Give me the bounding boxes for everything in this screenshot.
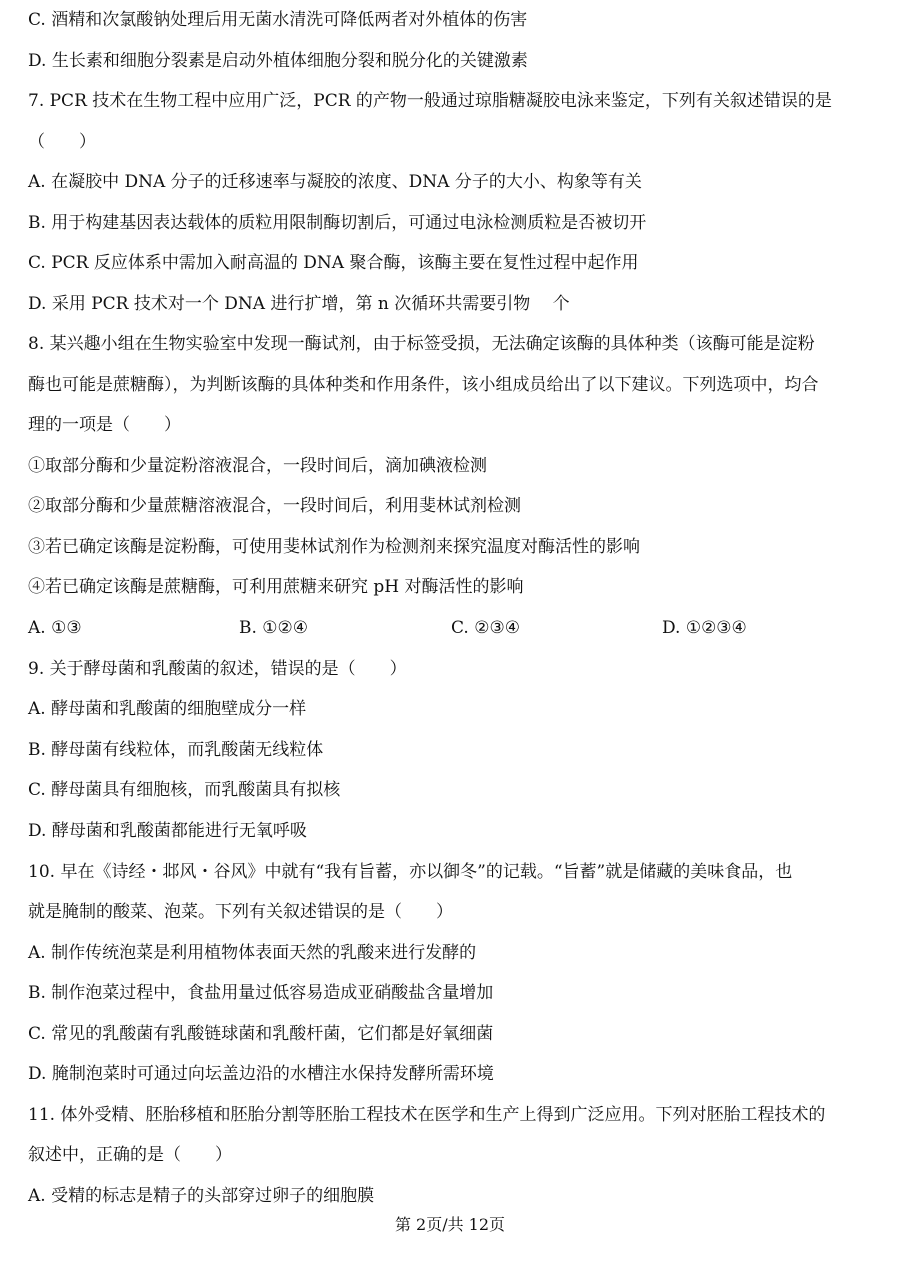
q9-option-a: A. 酵母菌和乳酸菌的细胞壁成分一样 xyxy=(28,699,307,719)
q8-option-d: D. ①②③④ xyxy=(662,618,747,638)
q9-option-d: D. 酵母菌和乳酸菌都能进行无氧呼吸 xyxy=(28,821,307,841)
q11-stem-line2: 叙述中，正确的是（ ） xyxy=(28,1145,232,1165)
q8-item-1: ①取部分酶和少量淀粉溶液混合，一段时间后，滴加碘液检测 xyxy=(28,456,487,476)
q6-option-c: C. 酒精和次氯酸钠处理后用无菌水清洗可降低两者对外植体的伤害 xyxy=(28,10,528,30)
q7-option-c: C. PCR 反应体系中需加入耐高温的 DNA 聚合酶，该酶主要在复性过程中起作用 xyxy=(28,253,639,273)
q10-option-a: A. 制作传统泡菜是利用植物体表面天然的乳酸来进行发酵的 xyxy=(28,943,477,963)
q9-option-b: B. 酵母菌有线粒体，而乳酸菌无线粒体 xyxy=(28,740,324,760)
q7-stem: 7. PCR 技术在生物工程中应用广泛，PCR 的产物一般通过琼脂糖凝胶电泳来鉴定，下列有关叙述错误的是 xyxy=(28,91,832,111)
q9-option-c: C. 酵母菌具有细胞核，而乳酸菌具有拟核 xyxy=(28,780,341,800)
q10-option-d: D. 腌制泡菜时可通过向坛盖边沿的水槽注水保持发酵所需环境 xyxy=(28,1064,494,1084)
q7-option-b: B. 用于构建基因表达载体的质粒用限制酶切割后，可通过电泳检测质粒是否被切开 xyxy=(28,213,647,233)
q8-item-3: ③若已确定该酶是淀粉酶，可使用斐林试剂作为检测剂来探究温度对酶活性的影响 xyxy=(28,537,640,557)
q8-stem-line3: 理的一项是（ ） xyxy=(28,415,181,435)
q10-stem-line1: 10. 早在《诗经・邶风・谷风》中就有“我有旨蓄，亦以御冬”的记载。“旨蓄”就是储藏的美味食品，也 xyxy=(28,862,793,882)
q11-option-a: A. 受精的标志是精子的头部穿过卵子的细胞膜 xyxy=(28,1186,375,1206)
q6-option-d: D. 生长素和细胞分裂素是启动外植体细胞分裂和脱分化的关键激素 xyxy=(28,51,528,71)
q7-stem-bracket: （ ） xyxy=(28,132,96,152)
q10-option-b: B. 制作泡菜过程中，食盐用量过低容易造成亚硝酸盐含量增加 xyxy=(28,983,494,1003)
q10-stem-line2: 就是腌制的酸菜、泡菜。下列有关叙述错误的是（ ） xyxy=(28,902,453,922)
q8-item-2: ②取部分酶和少量蔗糖溶液混合，一段时间后，利用斐林试剂检测 xyxy=(28,496,521,516)
q9-stem: 9. 关于酵母菌和乳酸菌的叙述，错误的是（ ） xyxy=(28,659,407,679)
q8-stem-line2: 酶也可能是蔗糖酶），为判断该酶的具体种类和作用条件，该小组成员给出了以下建议。下列选项中，均合 xyxy=(28,375,819,395)
page-number-footer: 第 2页/共 12页 xyxy=(394,1215,506,1234)
q7-option-d: D. 采用 PCR 技术对一个 DNA 进行扩增，第 n 次循环共需要引物 个 xyxy=(28,294,570,314)
q11-stem-line1: 11. 体外受精、胚胎移植和胚胎分割等胚胎工程技术在医学和生产上得到广泛应用。下列对胚胎工程技术的 xyxy=(28,1105,826,1125)
q8-stem-line1: 8. 某兴趣小组在生物实验室中发现一酶试剂，由于标签受损，无法确定该酶的具体种类（该酶可能是淀粉 xyxy=(28,334,815,354)
q8-option-b: B. ①②④ xyxy=(239,618,309,638)
q10-option-c: C. 常见的乳酸菌有乳酸链球菌和乳酸杆菌，它们都是好氧细菌 xyxy=(28,1024,494,1044)
q8-options xyxy=(28,616,878,640)
q7-option-a: A. 在凝胶中 DNA 分子的迁移速率与凝胶的浓度、DNA 分子的大小、构象等有关 xyxy=(28,172,642,192)
q8-option-c: C. ②③④ xyxy=(451,618,520,638)
q8-item-4: ④若已确定该酶是蔗糖酶，可利用蔗糖来研究 pH 对酶活性的影响 xyxy=(28,577,524,597)
q8-option-a: A. ①③ xyxy=(28,618,82,638)
